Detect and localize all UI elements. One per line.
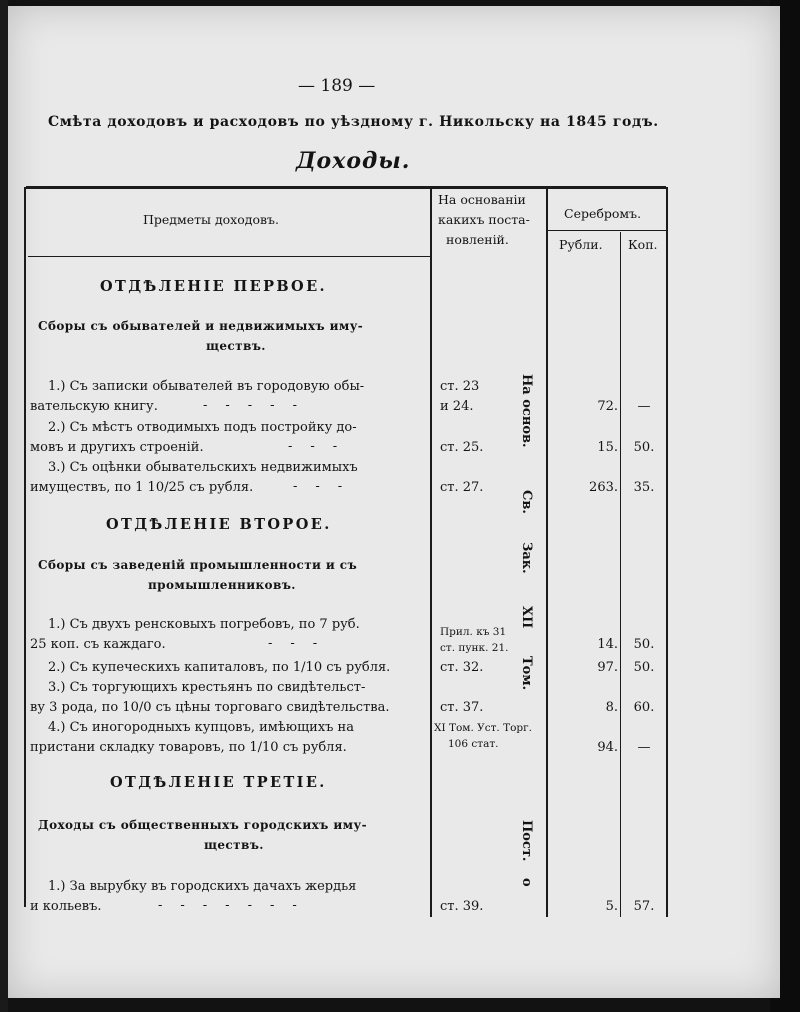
s2-item1-line-2: 25 коп. съ каждаго.	[30, 637, 166, 652]
s1-item3-line-1: 3.) Съ оцѣнки обывательскихъ недвижимыхъ	[48, 460, 358, 475]
s2-item1-rub: 14.	[597, 637, 618, 652]
s3-item1-ref: ст. 39.	[440, 899, 484, 914]
s1-item1-ref-2: и 24.	[440, 399, 474, 414]
kop-column-border	[620, 232, 621, 917]
col-header-rub: Рубли.	[559, 237, 603, 252]
s3-item1-kop: 57.	[633, 899, 655, 914]
section-3-group-line-2: ществъ.	[204, 838, 264, 852]
vertical-note-4: XII	[519, 606, 534, 629]
s3-item1-line-2: и кольевъ.	[30, 899, 102, 914]
s2-item1-kop: 50.	[633, 637, 655, 652]
leader-dots: -------	[158, 898, 315, 913]
s2-item3-rub: 8.	[605, 700, 618, 715]
leader-dots: ---	[293, 479, 361, 494]
section-1-group-line-2: ществъ.	[206, 339, 266, 353]
basis-column-border	[430, 187, 432, 917]
s1-item3-kop: 35.	[633, 480, 655, 495]
leader-dots: ---	[288, 439, 356, 454]
col-header-basis-line-2: какихъ поста-	[438, 212, 530, 227]
s1-item2-line-1: 2.) Съ мѣстъ отводимыхъ подъ постройку до-	[48, 420, 357, 435]
s2-item4-kop: —	[637, 740, 651, 755]
s2-item4-ref-1: XI Том. Уст. Торг.	[434, 722, 532, 734]
s2-item3-line-2: ву 3 рода, по 10/0 съ цѣны торговаго свидѣтельства.	[30, 700, 390, 715]
s1-item2-line-2: мовъ и другихъ строеній.	[30, 440, 204, 455]
s2-item3-ref: ст. 37.	[440, 700, 484, 715]
s1-item3-ref: ст. 27.	[440, 480, 484, 495]
s1-item1-rub: 72.	[597, 399, 618, 414]
vertical-note-3: Зак.	[519, 542, 534, 574]
section-2-group-line-1: Сборы съ заведеній промышленности и съ	[38, 558, 358, 572]
vertical-note-1: На основ.	[519, 374, 534, 448]
leader-dots: ---	[268, 636, 336, 651]
col-header-silver: Серебромъ.	[564, 206, 642, 221]
col-header-subject: Предметы доходовъ.	[143, 212, 279, 227]
col-header-basis-line-1: На основаніи	[438, 192, 526, 207]
silver-column-border	[546, 187, 548, 917]
s2-item1-ref-2: ст. пунк. 21.	[440, 642, 509, 654]
s1-item1-line-2: вательскую книгу.	[30, 399, 158, 414]
col-header-kop: Коп.	[628, 237, 658, 252]
page-number: — 189 —	[298, 76, 376, 96]
s3-item1-line-1: 1.) За вырубку въ городскихъ дачахъ жердья	[48, 879, 357, 894]
page-title: Смѣта доходовъ и расходовъ по уѣздному г. Никольску на 1845 годъ.	[48, 114, 659, 130]
s2-item1-line-1: 1.) Съ двухъ ренсковыхъ погребовъ, по 7 руб.	[48, 617, 360, 632]
s1-item2-rub: 15.	[597, 440, 618, 455]
vertical-note-2: Св.	[519, 490, 534, 514]
section-1-title: ОТДѢЛЕНІЕ ПЕРВОЕ.	[100, 278, 327, 295]
table-right-border	[666, 187, 668, 917]
s1-item1-ref-1: ст. 23	[440, 379, 480, 394]
section-1-group-line-1: Сборы съ обывателей и недвижимыхъ иму-	[38, 319, 364, 333]
s2-item3-kop: 60.	[633, 700, 655, 715]
s2-item4-line-1: 4.) Съ иногородныхъ купцовъ, имѣющихъ на	[48, 720, 354, 735]
s1-item3-rub: 263.	[589, 480, 618, 495]
s2-item3-line-1: 3.) Съ торгующихъ крестьянъ по свидѣтельст-	[48, 680, 366, 695]
section-3-title: ОТДѢЛЕНІЕ ТРЕТІЕ.	[110, 774, 327, 791]
s2-item1-ref-1: Прил. къ 31	[440, 626, 507, 638]
s2-item4-ref-2: 106 стат.	[448, 738, 499, 750]
s2-item4-rub: 94.	[597, 740, 618, 755]
page-left-edge	[0, 0, 8, 1012]
s1-item1-line-1: 1.) Съ записки обывателей въ городовую обы-	[48, 379, 365, 394]
section-heading: Доходы.	[296, 148, 411, 174]
vertical-note-6: Пост.	[519, 820, 534, 862]
vertical-note-7: о	[519, 878, 534, 887]
s1-item2-ref: ст. 25.	[440, 440, 484, 455]
leader-dots: -----	[203, 398, 315, 413]
s2-item2-line-1: 2.) Съ купеческихъ капиталовъ, по 1/10 съ рубля.	[48, 660, 391, 675]
table-left-border	[24, 187, 26, 907]
header-bottom-rule	[28, 256, 430, 257]
s1-item1-kop: —	[637, 399, 651, 414]
vertical-note-5: Том.	[519, 656, 534, 691]
s2-item2-ref: ст. 32.	[440, 660, 484, 675]
section-2-title: ОТДѢЛЕНІЕ ВТОРОЕ.	[106, 516, 332, 533]
s1-item2-kop: 50.	[633, 440, 655, 455]
scanned-page	[8, 6, 780, 998]
s1-item3-line-2: имуществъ, по 1 10/25 съ рубля.	[30, 480, 254, 495]
silver-subheader-rule	[548, 230, 668, 231]
table-top-rule	[26, 186, 666, 189]
s3-item1-rub: 5.	[605, 899, 618, 914]
s2-item2-rub: 97.	[597, 660, 618, 675]
section-3-group-line-1: Доходы съ общественныхъ городскихъ иму-	[38, 818, 367, 832]
s2-item4-line-2: пристани складку товаровъ, по 1/10 съ рубля.	[30, 740, 347, 755]
section-2-group-line-2: промышленниковъ.	[148, 578, 296, 592]
col-header-basis-line-3: новленій.	[446, 232, 509, 247]
s2-item2-kop: 50.	[633, 660, 655, 675]
